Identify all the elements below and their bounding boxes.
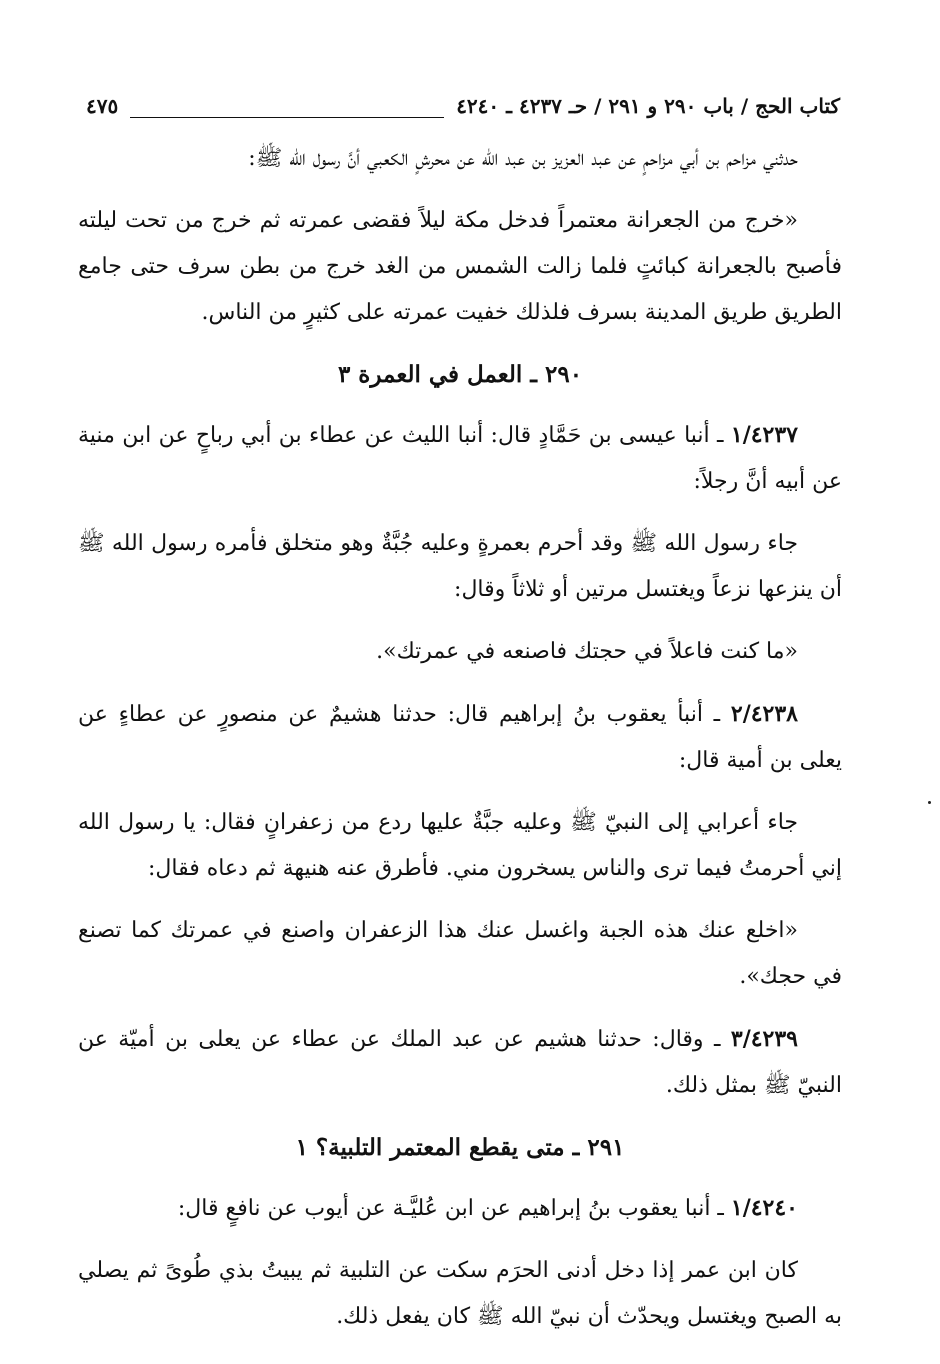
hadith-4237-isnad	[78, 412, 842, 505]
hadith-4238-quote: «اخلع عنك هذه الجبة واغسل عنك هذا الزعفران واصنع في عمرتك كما تصنع في حجك».	[78, 918, 842, 989]
hadith-4237-quote: «ما كنت فاعلاً في حجتك فاصنعه في عمرتك».	[376, 639, 798, 664]
hadith-4238-text: جاء أعرابي إلى النبيّ ﷺ وعليه جبَّةٌ عليها ردع من زعفرانٍ فقال: يا رسول الله إني أحرمتُ فيما ترى والناس يسخرون مني. فأطرق عنه هنيهة ثم دعاه فقال:	[78, 810, 842, 881]
chapter-heading-290: ٢٩٠ ـ العمل في العمرة ٣	[337, 361, 583, 388]
hadith-4239-isnad	[78, 1016, 842, 1109]
isnad-text: ـ أنبا يعقوب بنُ إبراهيم عن ابن عُليَّـة عن أيوب عن نافعٍ قال:	[177, 1196, 724, 1221]
hadith-4240-text: كان ابن عمر إذا دخل أدنى الحرَم سكت عن التلبية ثم يبيتُ بذي طُوىً ثم يصلي به الصبح ويغتسل ويحدّث أن نبيّ الله ﷺ كان يفعل ذلك.	[78, 1258, 842, 1329]
page-header	[86, 88, 840, 124]
hadith-number: ٣/٤٢٣٩	[730, 1026, 798, 1052]
page-number: ٤٧٥	[86, 94, 119, 118]
isnad-paragraph: حدثني مزاحم بن أبي مزاحمٍ عن عبد العزيز بن عبد الله عن محرشٍ الكعبي أنَّ رسول الله ﷺ:	[248, 146, 798, 171]
hadith-number: ١/٤٢٤٠	[730, 1195, 798, 1221]
hadith-4238-isnad	[78, 691, 842, 784]
header-rule	[130, 117, 444, 118]
margin-dot	[928, 801, 931, 804]
hadith-number: ١/٤٢٣٧	[730, 422, 798, 448]
hadith-quote: «خرج من الجعرانة معتمراً فدخل مكة ليلاً فقضى عمرته ثم خرج من تحت ليلته فأصبح بالجعرانة كبائتٍ فلما زالت الشمس من الغد خرج من بطن سرف حتى جامع الطريق طريق المدينة بسرف فلذلك خفيت عمرته على كثيرٍ من الناس.	[78, 208, 842, 325]
hadith-4237-text: جاء رسول الله ﷺ وقد أحرم بعمرةٍ وعليه جُبَّةٌ وهو متخلق فأمره رسول الله ﷺ أن ينزعها نزعاً ويغتسل مرتين أو ثلاثاً وقال:	[78, 531, 842, 602]
hadith-number: ٢/٤٢٣٨	[730, 701, 798, 727]
isnad-text: ـ أنبأ يعقوب بنُ إبراهيم قال: حدثنا هشيمٌ عن منصورٍ عن عطاءٍ عن يعلى بن أمية قال:	[78, 702, 842, 773]
chapter-heading-291: ٢٩١ ـ متى يقطع المعتمر التلبية؟ ١	[295, 1134, 625, 1161]
isnad-text: ـ وقال: حدثنا هشيم عن عبد الملك عن عطاء عن يعلى بن أميّة عن النبيّ ﷺ بمثل ذلك.	[78, 1027, 842, 1098]
isnad-text: ـ أنبا عيسى بن حَمَّادٍ قال: أنبا الليث عن عطاء بن أبي رباحٍ عن ابن منية عن أبيه أنَّ رجلاً:	[78, 423, 842, 494]
page-body	[78, 136, 842, 1356]
running-title: كتاب الحج / باب ٢٩٠ و ٢٩١ / حـ ٤٢٣٧ ـ ٤٢٤٠	[456, 94, 840, 118]
hadith-4240-isnad	[78, 1185, 842, 1232]
